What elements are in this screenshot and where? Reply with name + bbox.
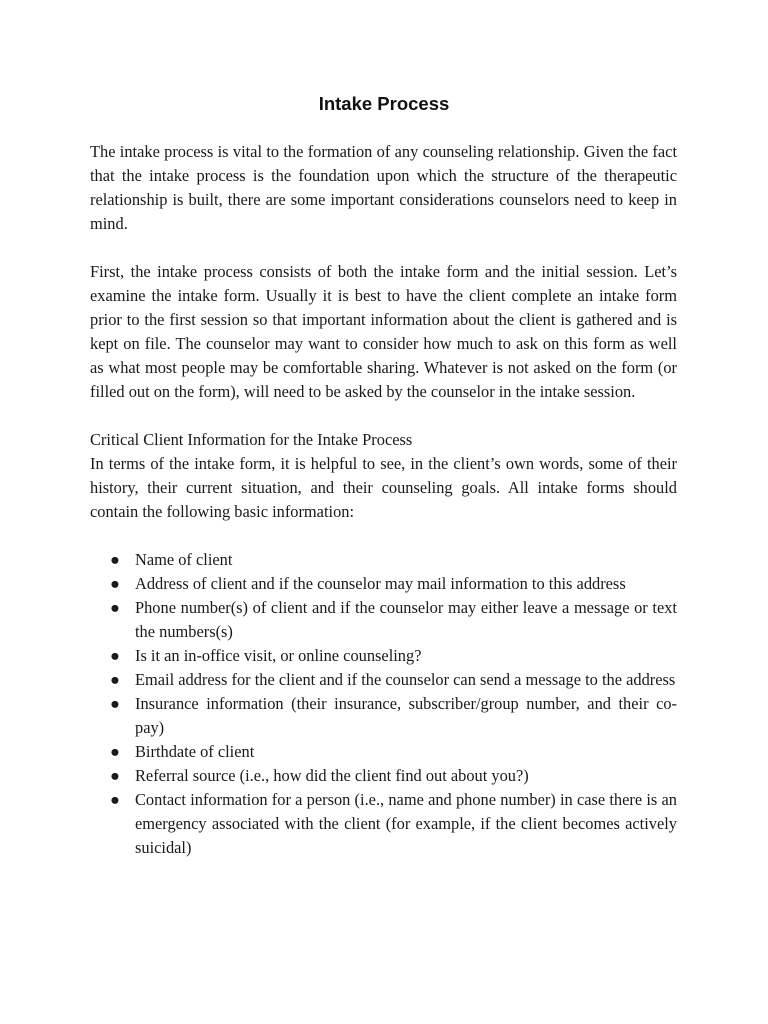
- section-heading: Critical Client Information for the Intake Process: [90, 430, 413, 449]
- document-body: [90, 140, 677, 860]
- list-item: [90, 788, 677, 860]
- page-title: Intake Process: [318, 93, 450, 114]
- list-item-text: Insurance information (their insurance, subscriber/group number, and their co-pay): [135, 694, 677, 737]
- bullet-icon: ●: [110, 598, 120, 617]
- section-intro: In terms of the intake form, it is helpful to see, in the client’s own words, some of their history, their current situation, and their counseling goals. All intake forms should contain the following basic information:: [90, 454, 677, 521]
- bullet-icon: ●: [110, 790, 120, 809]
- bullet-icon: ●: [110, 550, 120, 569]
- list-item-text: Address of client and if the counselor may mail information to this address: [135, 574, 626, 593]
- list-item-text: Phone number(s) of client and if the counselor may either leave a message or text the numbers(s): [135, 598, 677, 641]
- list-item: [90, 572, 677, 596]
- list-item: [90, 548, 677, 572]
- list-item-text: Email address for the client and if the counselor can send a message to the address: [135, 670, 676, 689]
- list-item: [90, 668, 677, 692]
- list-item-text: Name of client: [135, 550, 233, 569]
- bullet-list: [90, 548, 677, 860]
- list-item: [90, 740, 677, 764]
- bullet-icon: ●: [110, 646, 120, 665]
- list-item: [90, 764, 677, 788]
- bullet-icon: ●: [110, 694, 120, 713]
- bullet-icon: ●: [110, 742, 120, 761]
- list-item-text: Contact information for a person (i.e., name and phone number) in case there is an emergency associated with the client (for example, if the client becomes actively suicidal): [135, 790, 677, 857]
- list-item-text: Birthdate of client: [135, 742, 255, 761]
- list-item-text: Referral source (i.e., how did the client find out about you?): [135, 766, 529, 785]
- list-item: [90, 692, 677, 740]
- list-item: [90, 596, 677, 644]
- list-item-text: Is it an in-office visit, or online counseling?: [135, 646, 422, 665]
- paragraph-intro: The intake process is vital to the formation of any counseling relationship. Given the fact that the intake process is the foundation upon which the structure of the therapeutic relationship is built, there are some important considerations counselors need to keep in mind.: [90, 142, 677, 233]
- list-item: [90, 644, 677, 668]
- bullet-icon: ●: [110, 766, 120, 785]
- bullet-icon: ●: [110, 670, 120, 689]
- paragraph-intake-form: First, the intake process consists of both the intake form and the initial session. Let’s examine the intake form. Usually it is best to have the client complete an intake form prior to the first session so that important information about the client is gathered and is kept on file. The counselor may want to consider how much to ask on this form as well as what most people may be comfortable sharing. Whatever is not asked on the form (or filled out on the form), will need to be asked by the counselor in the intake session.: [90, 262, 677, 401]
- bullet-icon: ●: [110, 574, 120, 593]
